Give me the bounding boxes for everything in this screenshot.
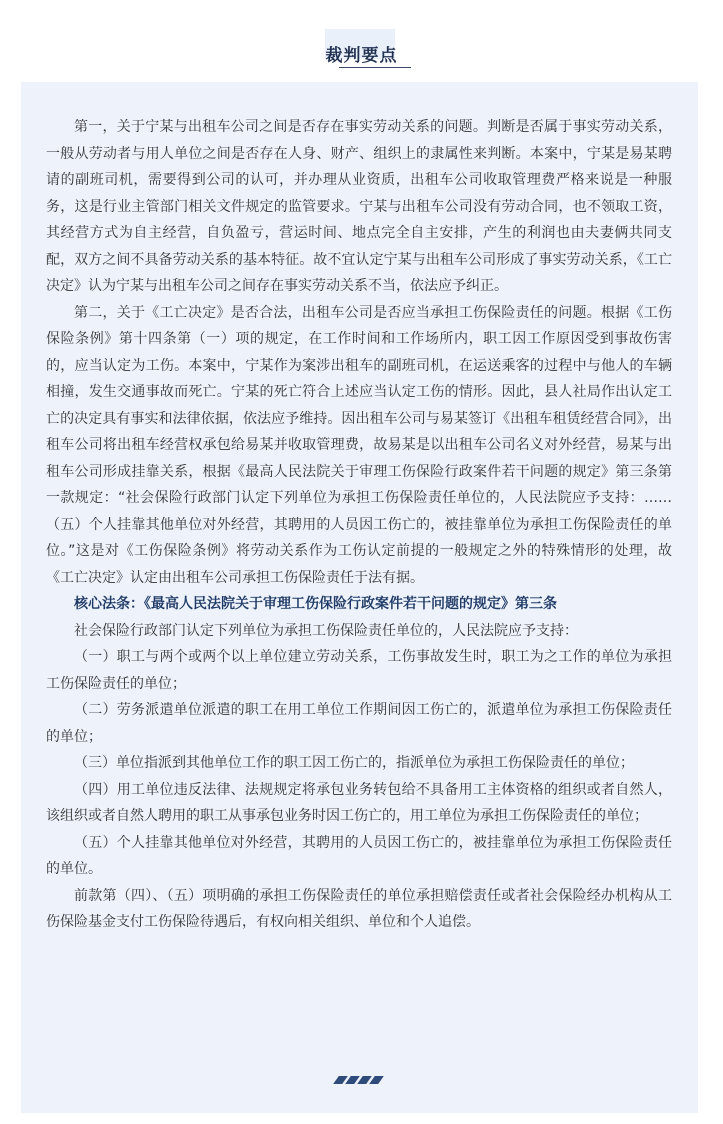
core-law-title: 核心法条：《最高人民法院关于审理工伤保险行政案件若干问题的规定》第三条 bbox=[74, 596, 557, 612]
law-paragraph: （四）用工单位违反法律、法规规定将承包业务转包给不具备用工主体资格的组织或者自然人，该组织或者自然人聘用的职工从事承包业务时因工伤亡的，用工单位为承担工伤保险责任的单位； bbox=[46, 781, 672, 824]
stripe bbox=[369, 1076, 384, 1084]
section-header bbox=[0, 0, 723, 82]
law-paragraph: 社会保险行政部门认定下列单位为承担工伤保险责任单位的，人民法院应予支持： bbox=[74, 622, 578, 639]
law-paragraph: （五）个人挂靠其他单位对外经营，其聘用的人员因工伤亡的，被挂靠单位为承担工伤保险责任的单位。 bbox=[46, 834, 672, 877]
paragraph-2: 第二，关于《工亡决定》是否合法，出租车公司是否应当承担工伤保险责任的问题。根据《工伤保险条例》第十四条第（一）项的规定，在工作时间和工作场所内，职工因工作原因受到事故伤害的，应当认定为工伤。本案中，宁某作为案涉出租车的副班司机，在运送乘客的过程中与他人的车辆相撞，发生交通事故而死亡。宁某的死亡符合上述应当认定工伤的情形。因此，县人社局作出认定工亡的决定具有事实和法律依据，依法应予维持。因出租车公司与易某签订《出租车租赁经营合同》，出租车公司将出租车经营权承包给易某并收取管理费，故易某是以出租车公司名义对外经营，易某与出租车公司形成挂靠关系，根据《最高人民法院关于审理工伤保险行政案件若干问题的规定》第三条第一款规定：“社会保险行政部门认定下列单位为承担工伤保险责任单位的，人民法院应予支持：……（五）个人挂靠其他单位对外经营，其聘用的人员因工伤亡的，被挂靠单位为承担工伤保险责任的单位。”这是对《工伤保险条例》将劳动关系作为工伤认定前提的一般规定之外的特殊情形的处理，故《工亡决定》认定由出租车公司承担工伤保险责任于法有据。 bbox=[46, 304, 672, 586]
law-paragraph: （二）劳务派遣单位派遣的职工在用工单位工作期间因工伤亡的，派遣单位为承担工伤保险责任的单位； bbox=[46, 702, 672, 745]
title-underline bbox=[339, 67, 411, 68]
article-body bbox=[46, 114, 672, 936]
law-paragraph: （一）职工与两个或两个以上单位建立劳动关系，工伤事故发生时，职工为之工作的单位为承担工伤保险责任的单位； bbox=[46, 649, 672, 692]
law-paragraph: （三）单位指派到其他单位工作的职工因工伤亡的，指派单位为承担工伤保险责任的单位； bbox=[74, 755, 634, 771]
paragraph-1: 第一，关于宁某与出租车公司之间是否存在事实劳动关系的问题。判断是否属于事实劳动关系，一般从劳动者与用人单位之间是否存在人身、财产、组织上的隶属性来判断。本案中，宁某是易某聘请的副班司机，需要得到公司的认可，并办理从业资质，出租车公司收取管理费严格来说是一种服务，这是行业主管部门相关文件规定的监管要求。宁某与出租车公司没有劳动合同，也不领取工资，其经营方式为自主经营，自负盈亏，营运时间、地点完全自主安排，产生的利润也由夫妻俩共同支配，双方之间不具备劳动关系的基本特征。故不宜认定宁某与出租车公司形成了事实劳动关系，《工亡决定》认为宁某与出租车公司之间存在事实劳动关系不当，依法应予纠正。 bbox=[46, 119, 672, 294]
section-title: 裁判要点 bbox=[325, 46, 398, 66]
decorative-stripes-icon bbox=[336, 1076, 384, 1084]
law-paragraph: 前款第（四）、（五）项明确的承担工伤保险责任的单位承担赔偿责任或者社会保险经办机构从工伤保险基金支付工伤保险待遇后，有权向相关组织、单位和个人追偿。 bbox=[46, 887, 672, 930]
